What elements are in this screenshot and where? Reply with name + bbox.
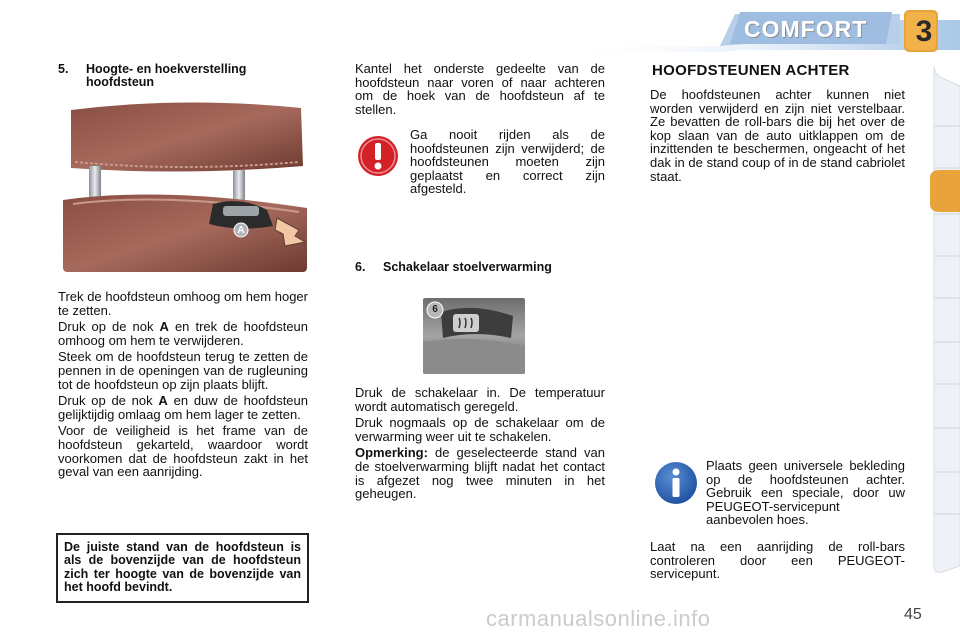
tilt-paragraph: Kantel het onderste gedeelte van de hoofdsteun naar voren of naar achteren om de hoek van de hoofdsteun af te stellen. [355, 61, 605, 117]
photo-callout-6: 6 [432, 304, 438, 315]
section-6-title: Schakelaar stoelverwarming [383, 260, 552, 274]
watermark: carmanualsonline.info [486, 606, 711, 631]
warning-icon [356, 134, 400, 178]
seat-heating-switch-photo [423, 298, 525, 374]
info-text: Plaats geen universele bekleding op de hoofdsteunen achter. Gebruik een speciale, door uw PEUGEOT-servicepunt aanbevolen hoes. [706, 458, 905, 528]
remark-text: de geselecteerde stand van de stoelverwarming blijft nadat het contact is afgezet nog twee minuten in het geheugen. [355, 445, 605, 502]
section-6-heading [355, 261, 605, 274]
text-run: en trek de hoofdsteun omhoog om hem te verwijderen. [58, 319, 309, 348]
section-5-heading [58, 63, 308, 89]
text-run: Druk op de nok [58, 319, 160, 335]
warning-text: Ga nooit rijden als de hoofdsteunen zijn verwijderd; de hoofdsteunen moeten zijn geplaatst en correct zijn afgesteld. [410, 127, 605, 197]
page-number: 45 [904, 606, 922, 623]
key-label: A [158, 393, 168, 409]
text-run: Druk op de nok [58, 393, 159, 409]
paragraph: Druk de schakelaar in. De temperatuur wordt automatisch geregeld. [355, 385, 605, 414]
rear-headrests-heading: HOOFDSTEUNEN ACHTER [652, 62, 850, 79]
section-6-number: 6. [355, 260, 366, 274]
paragraph: Druk nogmaals op de schakelaar om de verwarming weer uit te schakelen. [355, 415, 605, 444]
info-icon [654, 460, 698, 506]
chapter-title: COMFORT [744, 16, 868, 42]
photo-callout-a: A [237, 225, 245, 236]
section-5-title-line1: Hoogte- en hoekverstelling [86, 62, 247, 76]
paragraph [58, 320, 308, 347]
headrest-photo [63, 100, 307, 272]
section-6-body [355, 386, 605, 504]
rollbar-check-paragraph: Laat na een aanrijding de roll-bars controleren door een PEUGEOT-servicepunt. [650, 539, 905, 582]
remark-label: Opmerking: [355, 445, 428, 461]
rear-headrests-paragraph: De hoofdsteunen achter kunnen niet worden verwijderd en zijn niet verstelbaar. Ze bevatten de roll-bars die bij het over de kop slaan van de auto uitklappen om de inzittenden te beschermen, ongeacht of het dak in de stand coup of in de stand cabriolet staat. [650, 87, 905, 184]
section-5-title-line2: hoofdsteun [86, 75, 155, 89]
headrest-note-box: De juiste stand van de hoofdsteun is als de bovenzijde van de hoofdsteun zich ter hoogte van de bovenzijde van het hoofd bevindt. [56, 533, 309, 603]
paragraph: Steek om de hoofdsteun terug te zetten de pennen in de openingen van de rugleuning tot de hoofdsteun op zijn plaats blijft. [58, 349, 308, 392]
paragraph: Voor de veiligheid is het frame van de hoofdsteun gekarteld, waardoor wordt voorkomen dat de hoofdsteun zakt in het geval van een aanrijding. [58, 423, 308, 480]
paragraph [355, 446, 605, 500]
chapter-side-tabs [926, 66, 960, 576]
paragraph [58, 394, 308, 421]
key-label: A [159, 319, 169, 335]
paragraph: Trek de hoofdsteun omhoog om hem hoger te zetten. [58, 289, 308, 318]
section-5-number: 5. [58, 62, 69, 76]
chapter-number: 3 [915, 15, 933, 48]
section-5-body [58, 290, 308, 482]
text-run: en duw de hoofdsteun gelijktijdig omlaag om hem lager te zetten. [58, 393, 308, 422]
